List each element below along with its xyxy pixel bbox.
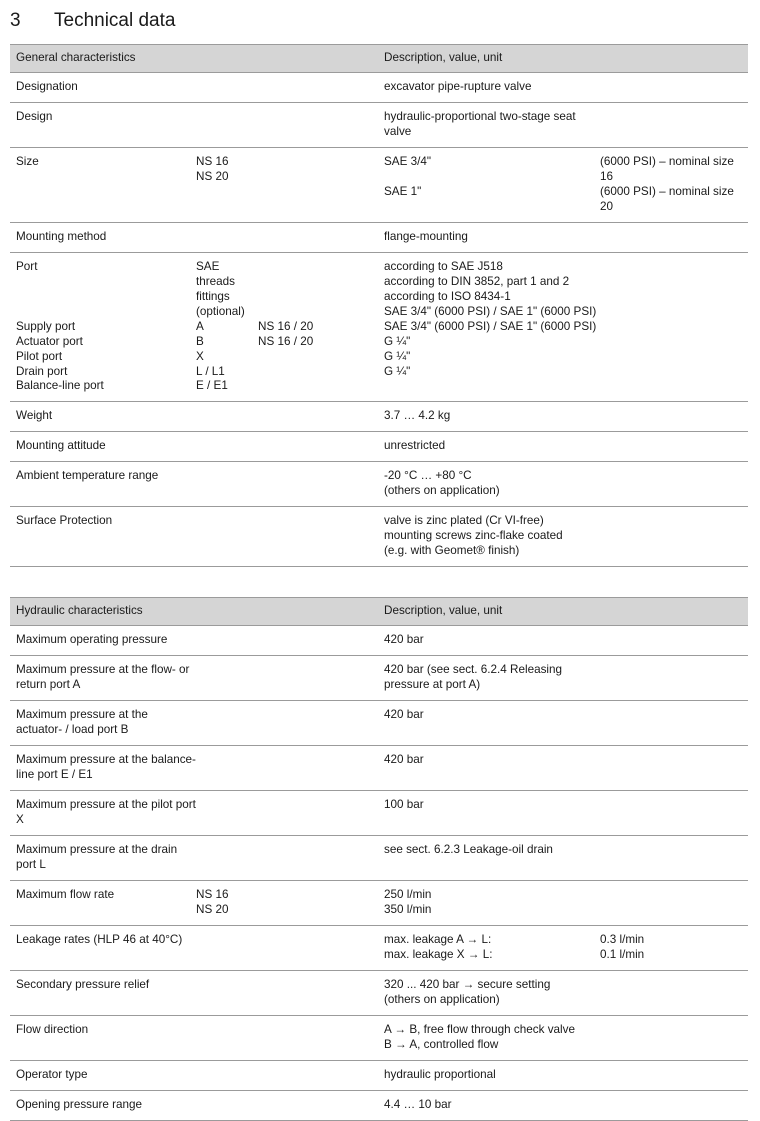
row-label-text: Flow direction xyxy=(16,1022,89,1036)
row-label-text xyxy=(16,170,196,185)
row-label-sub2 xyxy=(258,155,372,170)
row-value-cell xyxy=(378,252,748,402)
row-label-sub2 xyxy=(258,170,372,185)
row-value-text: see sect. 6.2.3 Leakage-oil drain xyxy=(384,842,553,856)
row-label-text: Designation xyxy=(16,79,78,93)
row-label-cell xyxy=(10,835,378,880)
row-value-cell xyxy=(378,1015,748,1060)
row-label-sub xyxy=(196,514,258,529)
row-label-text: Operator type xyxy=(16,1067,88,1081)
row-label-cell xyxy=(10,147,378,222)
row-value-text: mounting screws zinc-flake coated xyxy=(384,529,563,543)
row-label-sub: E / E1 xyxy=(196,379,228,393)
row-value-text: 100 bar xyxy=(384,797,424,811)
row-value-cell xyxy=(378,656,748,701)
row-value-text: hydraulic proportional xyxy=(384,1067,496,1081)
table-row xyxy=(10,102,748,147)
table-row xyxy=(10,1015,748,1060)
row-label-sub2 xyxy=(258,365,372,380)
section-number: 3 xyxy=(10,10,21,31)
row-value-cell xyxy=(378,970,748,1015)
row-label-cell xyxy=(10,72,378,102)
row-value-cell xyxy=(378,147,748,222)
row-value-sub xyxy=(600,514,742,529)
row-value-text: 420 bar xyxy=(384,633,424,647)
row-label-text: Design xyxy=(16,109,53,123)
column-header-characteristics: Hydraulic characteristics xyxy=(10,598,378,626)
row-label-text: Maximum pressure at the drain port L xyxy=(16,842,178,871)
table-header-row xyxy=(10,45,748,73)
row-value-text: 4.4 … 10 bar xyxy=(384,1097,452,1111)
column-header-characteristics: General characteristics xyxy=(10,45,378,73)
row-value-sub xyxy=(600,439,742,454)
table-row xyxy=(10,656,748,701)
row-value-text: unrestricted xyxy=(384,439,446,453)
column-header-description: Description, value, unit xyxy=(378,598,748,626)
row-label-sub: NS 16 xyxy=(196,154,229,168)
row-label-text: Maximum operating pressure xyxy=(16,633,168,647)
row-label-sub2 xyxy=(258,1068,372,1083)
row-label-sub2 xyxy=(258,978,372,993)
row-label-text: Maximum pressure at the balance-line port E / E1 xyxy=(16,753,196,781)
row-label-sub2: NS 16 / 20 xyxy=(258,334,314,348)
row-value-text: G ¼" xyxy=(384,364,411,378)
row-label-sub: threads xyxy=(196,274,235,288)
table-header-row xyxy=(10,598,748,626)
row-label-sub2 xyxy=(258,903,372,918)
row-value-sub xyxy=(600,1068,742,1083)
row-label-sub2 xyxy=(258,469,372,484)
row-label-sub2 xyxy=(258,439,372,454)
hydraulic-table-body xyxy=(10,626,748,1120)
row-value-cell xyxy=(378,222,748,252)
row-value-text: A → B, free flow through check valve xyxy=(384,1022,575,1036)
row-value-text: -20 °C … +80 °C xyxy=(384,469,472,483)
row-value-sub xyxy=(600,409,742,424)
row-value-text: 350 l/min xyxy=(384,902,432,916)
row-value-text: SAE 3/4" (6000 PSI) / SAE 1" (6000 PSI) xyxy=(384,319,597,333)
row-value-text: according to SAE J518 xyxy=(384,259,503,273)
row-value-text: 420 bar xyxy=(384,753,424,767)
row-value-sub: 0.3 l/min xyxy=(600,932,645,946)
row-value-sub xyxy=(600,993,742,1008)
row-value-sub xyxy=(600,230,742,245)
row-value-sub: (6000 PSI) – nominal size 20 xyxy=(600,184,734,213)
row-value-text: (others on application) xyxy=(384,992,500,1006)
row-label-sub2 xyxy=(258,260,372,275)
row-label-sub2 xyxy=(258,633,372,648)
row-value-sub xyxy=(600,798,742,813)
row-label-sub xyxy=(196,708,258,738)
row-label-text: Weight xyxy=(16,409,53,423)
row-value-cell xyxy=(378,1090,748,1120)
row-value-text: B → A, controlled flow xyxy=(384,1037,499,1051)
table-row xyxy=(10,1060,748,1090)
row-label-sub2 xyxy=(258,753,372,783)
row-label-sub xyxy=(196,633,258,648)
row-value-cell xyxy=(378,432,748,462)
row-label-text: Maximum pressure at the actuator- / load port B xyxy=(16,708,148,737)
row-label-sub: NS 16 xyxy=(196,887,229,901)
row-label-text: Leakage rates (HLP 46 at 40°C) xyxy=(16,932,183,946)
row-label-sub: fittings (optional) xyxy=(196,289,245,318)
row-value-cell xyxy=(378,462,748,507)
table-row xyxy=(10,835,748,880)
table-row xyxy=(10,701,748,746)
row-value-text: hydraulic-proportional two-stage seat valve xyxy=(384,109,576,138)
row-label-text: Secondary pressure relief xyxy=(16,977,150,991)
row-value-sub xyxy=(600,529,742,544)
table-spacer xyxy=(0,567,760,597)
row-label-sub xyxy=(196,1068,258,1083)
row-value-sub xyxy=(600,80,742,95)
row-value-sub xyxy=(600,275,742,290)
row-value-text: 420 bar xyxy=(384,708,424,722)
row-label-text: Opening pressure range xyxy=(16,1097,143,1111)
table-row xyxy=(10,1090,748,1120)
row-value-sub xyxy=(600,843,742,858)
row-label-sub2 xyxy=(258,80,372,95)
row-value-cell xyxy=(378,72,748,102)
row-value-sub xyxy=(600,888,742,903)
row-label-sub2 xyxy=(258,290,372,320)
row-label-sub: X xyxy=(196,349,204,363)
row-value-cell xyxy=(378,790,748,835)
row-label-text: Balance-line port xyxy=(16,379,104,393)
row-label-sub xyxy=(196,663,258,693)
row-value-sub xyxy=(600,1098,742,1113)
row-label-text: Drain port xyxy=(16,364,68,378)
page-title xyxy=(0,0,760,44)
row-label-text: Maximum flow rate xyxy=(16,887,115,901)
row-value-cell xyxy=(378,1060,748,1090)
table-row xyxy=(10,402,748,432)
row-value-sub xyxy=(600,663,742,693)
row-label-sub xyxy=(196,798,258,828)
row-label-sub2 xyxy=(258,888,372,903)
row-label-text: Supply port xyxy=(16,319,76,333)
row-value-sub xyxy=(600,1023,742,1038)
row-value-text: according to DIN 3852, part 1 and 2 xyxy=(384,274,570,288)
row-label-cell xyxy=(10,252,378,402)
row-value-sub xyxy=(600,260,742,275)
row-value-sub xyxy=(600,484,742,499)
row-value-sub xyxy=(600,1038,742,1053)
column-header-description: Description, value, unit xyxy=(378,45,748,73)
row-value-sub xyxy=(600,290,742,305)
row-value-text: according to ISO 8434-1 xyxy=(384,289,511,303)
row-value-text: SAE 1" xyxy=(384,184,422,198)
row-value-sub xyxy=(600,335,742,350)
row-label-sub2 xyxy=(258,275,372,290)
table-row xyxy=(10,970,748,1015)
general-table-body xyxy=(10,72,748,566)
row-value-cell xyxy=(378,925,748,970)
row-value-sub xyxy=(600,978,742,993)
row-label-cell xyxy=(10,102,378,147)
row-label-text: Actuator port xyxy=(16,334,83,348)
row-value-text: max. leakage X → L: xyxy=(384,947,493,961)
row-value-text: 250 l/min xyxy=(384,887,432,901)
row-label-text: Mounting attitude xyxy=(16,439,106,453)
row-value-text: 320 ... 420 bar → secure setting xyxy=(384,977,551,991)
row-value-cell xyxy=(378,701,748,746)
row-label-sub2 xyxy=(258,1023,372,1038)
row-label-text: Mounting method xyxy=(16,229,107,243)
row-value-text: flange-mounting xyxy=(384,229,468,243)
row-value-sub xyxy=(600,469,742,484)
row-label-cell xyxy=(10,790,378,835)
row-label-sub xyxy=(196,1098,258,1113)
row-value-sub xyxy=(600,753,742,768)
row-value-text: G ¼" xyxy=(384,349,411,363)
row-label-sub: NS 20 xyxy=(196,902,229,916)
row-value-sub xyxy=(600,544,742,559)
row-value-text: 420 bar (see sect. 6.2.4 Releasing pressure at port A) xyxy=(384,663,563,692)
row-label-sub2 xyxy=(258,708,372,738)
row-label-sub2 xyxy=(258,798,372,828)
table-row xyxy=(10,72,748,102)
row-label-sub2 xyxy=(258,409,372,424)
row-value-sub xyxy=(600,110,742,140)
row-label-cell xyxy=(10,701,378,746)
table-row xyxy=(10,925,748,970)
row-label-cell xyxy=(10,402,378,432)
row-label-sub xyxy=(196,843,258,873)
row-label-text: Surface Protection xyxy=(16,514,113,528)
row-value-cell xyxy=(378,507,748,567)
table-row xyxy=(10,252,748,402)
table-row xyxy=(10,432,748,462)
row-value-text: excavator pipe-rupture valve xyxy=(384,79,532,93)
table-row xyxy=(10,147,748,222)
row-value-cell xyxy=(378,402,748,432)
row-value-sub xyxy=(600,903,742,918)
row-label-sub2 xyxy=(258,379,372,394)
row-value-cell xyxy=(378,746,748,791)
row-label-sub2 xyxy=(258,843,372,873)
row-label-cell xyxy=(10,507,378,567)
row-label-sub: A xyxy=(196,319,204,333)
row-label-sub xyxy=(196,230,258,245)
row-value-text: G ¼" xyxy=(384,334,411,348)
row-label-sub xyxy=(196,409,258,424)
row-value-cell xyxy=(378,880,748,925)
row-value-text: 3.7 … 4.2 kg xyxy=(384,409,451,423)
row-value-text: max. leakage A → L: xyxy=(384,932,492,946)
row-label-text: Size xyxy=(16,154,39,168)
row-label-cell xyxy=(10,656,378,701)
section-title: Technical data xyxy=(54,10,176,31)
row-label-text: Maximum pressure at the pilot port X xyxy=(16,797,196,826)
row-value-sub: (6000 PSI) – nominal size 16 xyxy=(600,154,734,183)
row-label-text: Maximum pressure at the flow- or return port A xyxy=(16,663,190,692)
row-value-text: (e.g. with Geomet® finish) xyxy=(384,544,520,558)
row-label-text xyxy=(16,275,196,290)
row-value-sub xyxy=(600,365,742,380)
row-label-sub2 xyxy=(258,110,372,125)
row-value-cell xyxy=(378,102,748,147)
row-label-cell xyxy=(10,222,378,252)
row-label-text: Port xyxy=(16,259,38,273)
row-label-sub xyxy=(196,1023,258,1038)
table-row xyxy=(10,626,748,656)
row-value-text: valve is zinc plated (Cr VI-free) xyxy=(384,514,544,528)
row-label-sub2 xyxy=(258,933,372,948)
row-label-text xyxy=(16,903,196,918)
row-label-sub: SAE xyxy=(196,259,220,273)
row-label-cell xyxy=(10,970,378,1015)
general-characteristics-table xyxy=(10,44,748,567)
row-value-sub xyxy=(600,708,742,723)
row-label-sub: NS 20 xyxy=(196,169,229,183)
row-label-cell xyxy=(10,746,378,791)
row-label-cell xyxy=(10,1015,378,1060)
row-label-sub: B xyxy=(196,334,204,348)
row-label-sub xyxy=(196,933,258,948)
row-value-text: (others on application) xyxy=(384,484,500,498)
row-label-sub2 xyxy=(258,230,372,245)
row-label-sub2 xyxy=(258,350,372,365)
row-label-cell xyxy=(10,1060,378,1090)
table-row xyxy=(10,462,748,507)
row-label-sub xyxy=(196,469,258,484)
row-value-sub xyxy=(600,350,742,365)
row-label-sub2 xyxy=(258,663,372,693)
table-row xyxy=(10,507,748,567)
row-label-sub2 xyxy=(258,514,372,529)
row-label-text: Pilot port xyxy=(16,349,63,363)
table-row xyxy=(10,222,748,252)
hydraulic-characteristics-table xyxy=(10,597,748,1120)
row-value-sub xyxy=(600,320,742,335)
row-value-text: SAE 3/4" xyxy=(384,154,432,168)
table-row xyxy=(10,880,748,925)
row-label-cell xyxy=(10,880,378,925)
row-label-sub xyxy=(196,439,258,454)
row-label-cell xyxy=(10,626,378,656)
row-value-sub xyxy=(600,633,742,648)
table-row xyxy=(10,790,748,835)
row-label-text xyxy=(16,290,196,320)
row-label-sub xyxy=(196,978,258,993)
row-label-cell xyxy=(10,925,378,970)
row-value-text: SAE 3/4" (6000 PSI) / SAE 1" (6000 PSI) xyxy=(384,304,597,318)
row-label-sub: L / L1 xyxy=(196,364,225,378)
row-label-sub xyxy=(196,753,258,783)
table-row xyxy=(10,746,748,791)
row-label-sub xyxy=(196,80,258,95)
row-value-cell xyxy=(378,626,748,656)
row-label-sub2: NS 16 / 20 xyxy=(258,319,314,333)
row-value-sub xyxy=(600,305,742,320)
row-label-cell xyxy=(10,432,378,462)
row-label-sub xyxy=(196,110,258,125)
row-value-cell xyxy=(378,835,748,880)
row-label-cell xyxy=(10,462,378,507)
row-label-cell xyxy=(10,1090,378,1120)
row-label-sub2 xyxy=(258,1098,372,1113)
row-label-text: Ambient temperature range xyxy=(16,469,159,483)
row-value-sub: 0.1 l/min xyxy=(600,947,645,961)
